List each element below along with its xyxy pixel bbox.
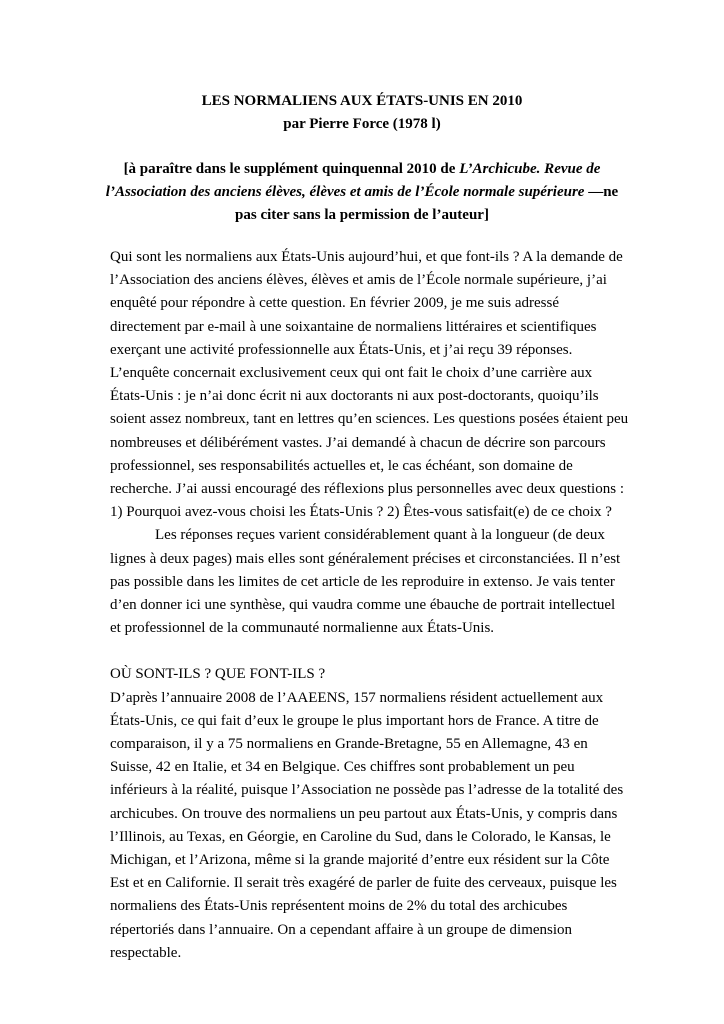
text-line: soient assez nombreux, tant en lettres qu’en sciences. Les questions posées étaient peu: [110, 411, 629, 428]
text-line: inférieurs à la réalité, puisque l’Association ne possède pas l’adresse de la totalité des: [110, 782, 624, 799]
note-line-2: [100, 181, 624, 204]
text-line: et professionnel de la communauté normalienne aux États-Unis.: [110, 620, 495, 637]
text-line: directement par e-mail à une soixantaine de normaliens littéraires et scientifiques: [110, 318, 597, 335]
note-line-1-text: [à paraître dans le supplément quinquennal 2010 de: [123, 161, 460, 177]
text-line: professionnel, ses responsabilités actuelles et, le cas échéant, son domaine de: [110, 457, 573, 474]
text-line: 1) Pourquoi avez-vous choisi les États-Unis ? 2) Êtes-vous satisfait(e) de ce choix ?: [110, 504, 612, 521]
text-line: l’Association des anciens élèves, élèves et amis de l’École normale supérieure, j’ai: [110, 272, 607, 289]
text-line: exerçant une activité professionnelle aux États-Unis, et j’ai reçu 39 réponses.: [110, 341, 573, 358]
text-line: Qui sont les normaliens aux États-Unis aujourd’hui, et que font-ils ? A la demande de: [110, 249, 623, 265]
paragraph-gap: [110, 640, 620, 663]
journal-subtitle: l’Association des anciens élèves, élèves et amis de l’École normale supérieure: [105, 184, 585, 200]
text-line: recherche. J’ai aussi encouragé des réflexions plus personnelles avec deux questions :: [110, 481, 624, 498]
text-line: Michigan, et l’Arizona, même si la grande majorité d’entre eux résident sur la Côte: [110, 852, 610, 869]
section-heading: OÙ SONT-ILS ? QUE FONT-ILS ?: [110, 666, 326, 683]
text-line: comparaison, il y a 75 normaliens en Grande-Bretagne, 55 en Allemagne, 43 en: [110, 736, 588, 753]
document-byline: par Pierre Force (1978 l): [283, 116, 441, 132]
note-line-3: pas citer sans la permission de l’auteur]: [235, 207, 489, 223]
text-line: nombreuses et délibérément vastes. J’ai demandé à chacun de décrire son parcours: [110, 434, 606, 451]
text-line: pas possible dans les limites de cet article de les reproduire in extenso. Je vais tenter: [110, 573, 615, 590]
text-line: États-Unis : je n’ai donc écrit ni aux doctorants ni aux post-doctorants, quoiqu’ils: [110, 388, 599, 405]
section-paragraph: [110, 687, 624, 965]
text-line: États-Unis, ce qui fait d’eux le groupe le plus important hors de France. A titre de: [110, 712, 599, 729]
text-line: L’enquête concernait exclusivement ceux qui ont fait le choix d’une carrière aux: [110, 365, 593, 382]
document-body: [110, 246, 629, 965]
text-line: d’en donner ici une synthèse, qui vaudra comme une ébauche de portrait intellectuel: [110, 597, 616, 614]
text-line: répertoriés dans l’annuaire. On a cependant affaire à un groupe de dimension: [110, 921, 573, 938]
text-line: Est et en Californie. Il serait très exagéré de parler de fuite des cerveaux, puisque les: [110, 875, 617, 892]
text-line: Suisse, 42 en Italie, et 34 en Belgique. Ces chiffres sont probablement un peu: [110, 759, 575, 776]
text-line: D’après l’annuaire 2008 de l’AAEENS, 157 normaliens résident actuellement aux: [110, 689, 604, 706]
document-header: [100, 90, 624, 136]
publication-note: [100, 158, 624, 227]
note-line-2-text: —ne: [584, 184, 619, 200]
text-line: archicubes. On trouve des normaliens un peu partout aux États-Unis, y compris dans: [110, 805, 618, 822]
journal-title: L’Archicube. Revue de: [459, 161, 601, 177]
text-line: lignes à deux pages) mais elles sont généralement précises et circonstanciées. Il n’est: [110, 550, 621, 567]
text-line: enquêté pour répondre à cette question. En février 2009, je me suis adressé: [110, 295, 560, 312]
text-line: Les réponses reçues varient considérablement quant à la longueur (de deux: [155, 527, 605, 544]
second-paragraph: [110, 524, 620, 640]
text-line: respectable.: [110, 944, 182, 961]
document-title: LES NORMALIENS AUX ÉTATS-UNIS EN 2010: [201, 93, 523, 109]
intro-paragraph: [110, 246, 629, 524]
note-line-1: [100, 158, 624, 181]
text-line: l’Illinois, au Texas, en Géorgie, en Caroline du Sud, dans le Colorado, le Kansas, le: [110, 828, 611, 845]
text-line: normaliens des États-Unis représentent moins de 2% du total des archicubes: [110, 898, 568, 915]
